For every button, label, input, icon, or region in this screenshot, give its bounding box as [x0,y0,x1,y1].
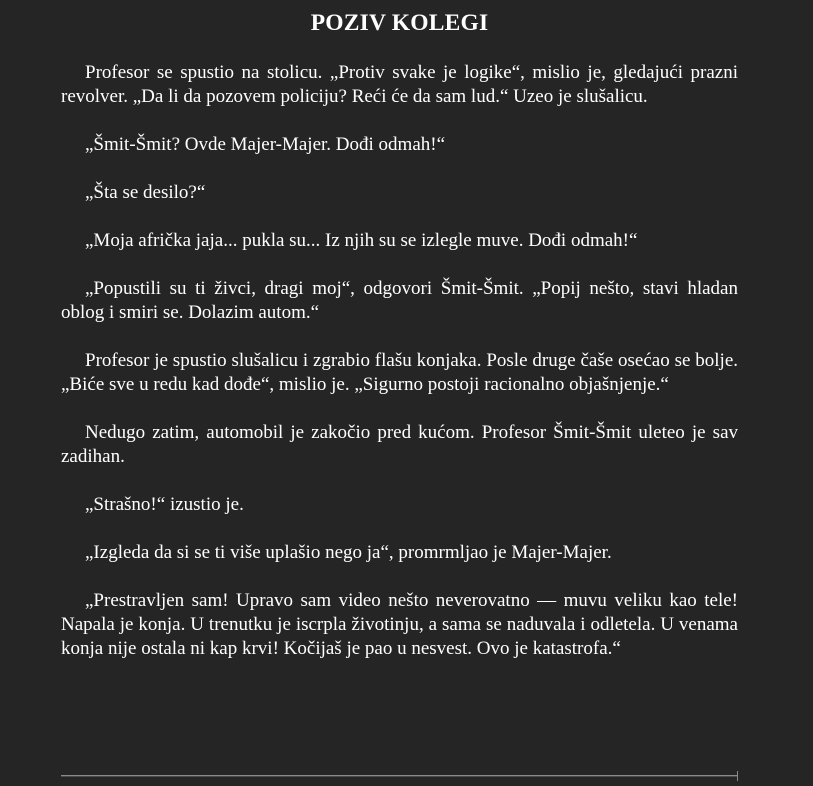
paragraph: Nedugo zatim, automobil je zakočio pred kućom. Profesor Šmit-Šmit uleteo je sav zadihan. [61,422,738,467]
paragraph: „Moja afrička jaja... pukla su... Iz njih su se izlegle muve. Dođi odmah!“ [85,230,638,251]
paragraph: „Popustili su ti živci, dragi moj“, odgovori Šmit-Šmit. „Popij nešto, stavi hladan oblog i smiri se. Dolazim autom.“ [61,278,738,323]
paragraph: „Strašno!“ izustio je. [85,494,244,515]
paragraph: Profesor se spustio na stolicu. „Protiv svake je logike“, mislio je, gledajući prazni revolver. „Da li da pozovem policiju? Reći će da sam lud.“ Uzeo je slušalicu. [61,62,738,107]
paragraph: „Prestravljen sam! Upravo sam video nešto neverovatno — muvu veliku kao tele! Napala je konja. U trenutku je iscrpla životinju, a sama se naduvala i odletela. U venama konja nije ostala ni kap krvi! Kočijaš je pao u nesvest. Ovo je katastrofa.“ [61,590,738,659]
paragraph: „Izgleda da si se ti više uplašio nego ja“, promrmljao je Majer-Majer. [85,542,612,563]
paragraph: „Šta se desilo?“ [85,182,206,203]
paragraph: „Šmit-Šmit? Ovde Majer-Majer. Dođi odmah!“ [85,134,446,155]
paragraph: Profesor je spustio slušalicu i zgrabio flašu konjaka. Posle druge čaše osećao se bolje. „Biće sve u redu kad dođe“, mislio je. „Sigurno postoji racionalno objašnjenje.“ [61,350,738,395]
page-divider [61,775,738,777]
chapter-title: POZIV KOLEGI [310,10,489,36]
page-divider-end-tick [737,771,738,781]
document-page [61,8,738,685]
